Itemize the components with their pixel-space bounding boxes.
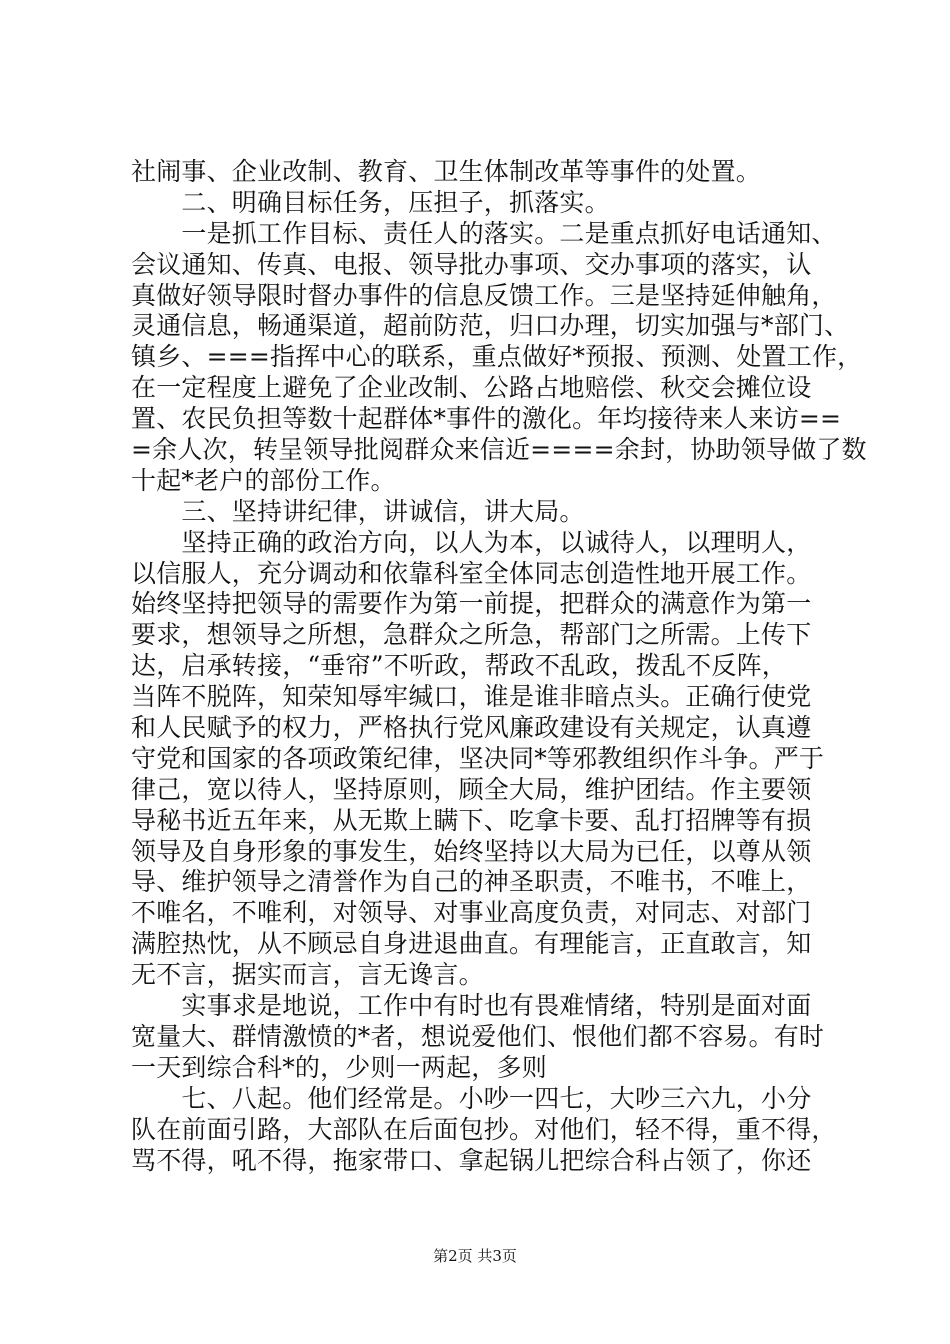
text-line: 满腔热忱，从不顾忌自身进退曲直。有理能言，正直敢言，知 xyxy=(131,929,812,959)
text-line: 导秘书近五年来，从无欺上瞒下、吃拿卡要、乱打招牌等有损 xyxy=(131,805,812,835)
text-line: 律己，宽以待人，坚持原则，顾全大局，维护团结。作主要领 xyxy=(131,774,812,804)
text-line: 一是抓工作目标、责任人的落实。二是重点抓好电话通知、 xyxy=(131,218,837,248)
text-line: 二、明确目标任务，压担子，抓落实。 xyxy=(131,187,610,217)
text-line: 始终坚持把领导的需要作为第一前提，把群众的满意作为第一 xyxy=(131,589,812,619)
text-line: 在一定程度上避免了企业改制、公路占地赔偿、秋交会摊位设 xyxy=(131,373,812,403)
text-line: 十起*老户的部份工作。 xyxy=(131,465,396,495)
text-line: 社闹事、企业改制、教育、卫生体制改革等事件的处置。 xyxy=(131,157,762,186)
text-line: 置、农民负担等数十起群体*事件的激化。年均接待来人来访== xyxy=(131,404,842,434)
text-line: 灵通信息，畅通渠道，超前防范，归口办理，切实加强与*部门、 xyxy=(131,311,850,341)
text-line: 以信服人，充分调动和依靠科室全体同志创造性地开展工作。 xyxy=(131,558,812,588)
text-line: 骂不得，吼不得，拖家带口、拿起锅儿把综合科占领了，你还 xyxy=(131,1145,812,1175)
text-line: 坚持正确的政治方向，以人为本，以诚待人，以理明人， xyxy=(131,527,812,557)
text-line: 镇乡、===指挥中心的联系，重点做好*预报、预测、处置工作， xyxy=(131,342,863,372)
text-line: 领导及自身形象的事发生，始终坚持以大局为已任，以尊从领 xyxy=(131,836,812,866)
page-number-footer: 第2页 共3页 xyxy=(433,1247,517,1265)
text-line: 守党和国家的各项政策纪律，坚决同*等邪教组织作斗争。严于 xyxy=(131,743,825,773)
text-line: 会议通知、传真、电报、领导批办事项、交办事项的落实，认 xyxy=(131,249,812,279)
text-line: 队在前面引路，大部队在后面包抄。对他们，轻不得，重不得， xyxy=(131,1114,837,1144)
text-line: 实事求是地说，工作中有时也有畏难情绪，特别是面对面 xyxy=(131,991,812,1021)
text-line: 七、八起。他们经常是。小吵一四七，大吵三六九，小分 xyxy=(131,1083,812,1113)
text-line: 达，启承转接，“垂帘”不听政，帮政不乱政，拨乱不反阵， xyxy=(131,651,787,681)
text-line: 不唯名，不唯利，对领导、对事业高度负责，对同志、对部门 xyxy=(131,898,812,928)
text-line: 当阵不脱阵，知荣知辱牢缄口，谁是谁非暗点头。正确行使党 xyxy=(131,682,812,712)
text-line: =余人次，转呈领导批阅群众来信近====余封，协助领导做了数 xyxy=(131,435,867,465)
text-line: 三、坚持讲纪律，讲诚信，讲大局。 xyxy=(131,496,585,526)
document-body xyxy=(131,157,867,1176)
text-line: 要求，想领导之所想，急群众之所急，帮部门之所需。上传下 xyxy=(131,620,812,650)
text-line: 无不言，据实而言，言无谗言。 xyxy=(131,960,484,990)
text-line: 导、维护领导之清誉作为自己的神圣职责，不唯书，不唯上， xyxy=(131,867,812,897)
text-line: 和人民赋予的权力，严格执行党风廉政建设有关规定，认真遵 xyxy=(131,713,812,743)
text-line: 宽量大、群情激愤的*者，想说爱他们、恨他们都不容易。有时 xyxy=(131,1021,825,1051)
text-line: 真做好领导限时督办事件的信息反馈工作。三是坚持延伸触角， xyxy=(131,280,837,310)
text-line: 一天到综合科*的，少则一两起，多则 xyxy=(131,1052,547,1082)
